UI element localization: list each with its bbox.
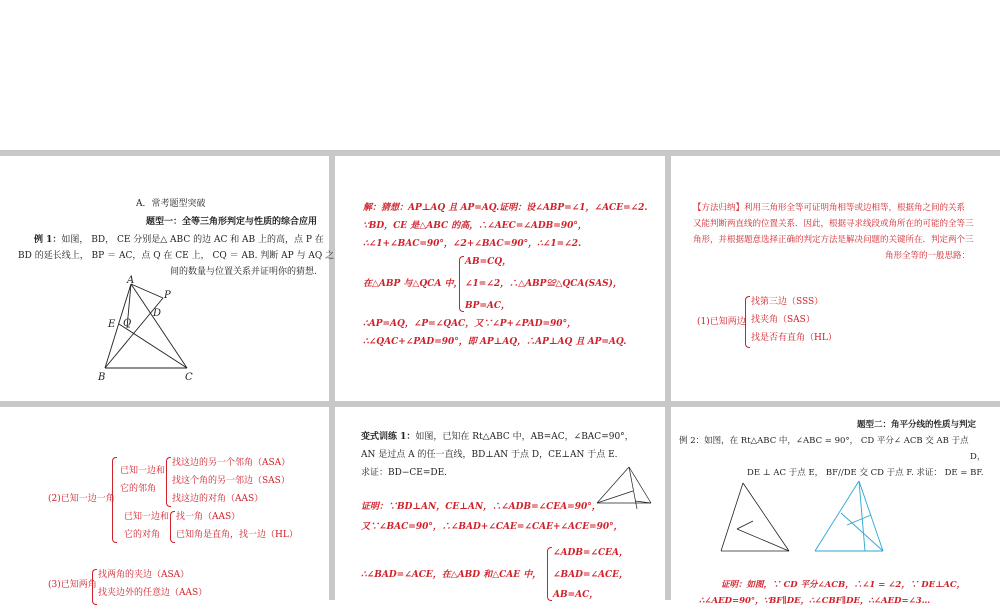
solution-line-4d: BP=AC， [465, 301, 511, 311]
geometry-figure-1 [95, 276, 205, 386]
method-line-1: 【方法归纳】利用三角形全等可证明角相等或边相等，根据角之间的关系 [693, 203, 966, 213]
solution-line-4c: ∠1=∠2，∴△ABP≌△QCA(SAS)， [465, 279, 622, 289]
section-title: A．常考题型突破 [136, 199, 206, 209]
proof-cond-1: ∠ADB=∠CEA， [553, 548, 629, 558]
geometry-figure-2 [593, 463, 657, 513]
slide-grid [0, 150, 1000, 606]
slide-thumbnail-2[interactable] [335, 156, 665, 401]
brace [166, 457, 171, 507]
rule-aas-3: 找夹边外的任意边（AAS） [98, 588, 208, 598]
group-adjacent-1: 已知一边和 [120, 466, 166, 476]
point-label-e: E [108, 319, 116, 330]
slide-thumbnail-3[interactable] [671, 156, 1000, 401]
example-text-2: BD 的延长线上， BP ＝ AC，点 Q 在 CE 上， CQ ＝ AB. 判断 AP 与 AQ 之 [18, 251, 335, 261]
case-two-sides: (1)已知两边 [697, 317, 746, 327]
solution-line-3: ∴∠1+∠BAC=90°，∠2+∠BAC=90°，∴∠1=∠2. [363, 239, 582, 249]
variant-text-3: 求证：BD−CE=DE. [361, 468, 448, 478]
rule-hl: 找是否有直角（HL） [751, 333, 837, 343]
example-text-1: 例 1：如图， BD， CE 分别是△ ABC 的边 AC 和 AB 上的高，点 P 在 [34, 235, 324, 245]
method-line-3: 角形，并根据题意选择正确的判定方法是解决问题的关键所在．判定两个三 [693, 235, 974, 245]
proof-line-2: 又∵∠BAC=90°，∴∠BAD+∠CAE=∠CAE+∠ACE=90°， [361, 522, 623, 532]
method-line-4: 角形全等的一般思路： [885, 251, 971, 261]
solution-line-2: ∵BD，CE 是△ABC 的高，∴∠AEC=∠ADB=90°， [363, 221, 587, 231]
point-label-q: Q [123, 318, 132, 329]
rule-sas: 找夹角（SAS） [751, 315, 815, 325]
brace [745, 296, 750, 348]
variant-text-2: AN 是过点 A 的任一直线，BD⊥AN 于点 D，CE⊥AN 于点 E. [361, 450, 618, 460]
rule-aas: 找这边的对角（AAS） [172, 494, 264, 504]
point-label-d: D [153, 308, 162, 319]
solution-line-4a: AB=CQ， [465, 257, 512, 267]
slide-thumbnail-5[interactable] [335, 407, 665, 600]
type-heading: 题型一：全等三角形判定与性质的综合应用 [146, 217, 318, 227]
geometry-figure-4 [811, 475, 891, 559]
slide-thumbnail-6[interactable] [671, 407, 1000, 606]
proof-2-line-1: 证明：如图，∵ CD 平分∠ACB，∴∠1 = ∠2，∵ DE⊥AC， [721, 580, 966, 590]
brace [547, 547, 552, 601]
group-adjacent-2: 它的邻角 [120, 484, 157, 494]
rule-sss: 找第三边（SSS） [751, 297, 824, 307]
point-label-a: A [127, 275, 135, 286]
variant-text-1: 变式训练 1：如图，已知在 Rt△ABC 中，AB=AC，∠BAC=90°， [361, 432, 634, 442]
point-label-b: B [98, 372, 106, 383]
case-two-angles: (3)已知两角 [48, 580, 97, 590]
blank-top-area [0, 0, 1000, 150]
rule-aas-2: 找一角（AAS） [176, 512, 241, 522]
brace [170, 511, 175, 543]
brace [112, 457, 117, 543]
group-opposite-1: 已知一边和 [124, 512, 170, 522]
solution-line-1: 解：猜想：AP⊥AQ 且 AP=AQ.证明：设∠ABP=∠1，∠ACE=∠2. [363, 203, 648, 213]
brace [92, 569, 97, 605]
example-2-line-1: 例 2：如图，在 Rt△ABC 中，∠ABC = 90°， CD 平分∠ ACB 交 AB 于点 [679, 436, 969, 446]
slide-thumbnail-4[interactable] [0, 407, 329, 600]
type-heading-2: 题型二：角平分线的性质与判定 [857, 420, 977, 430]
proof-line-3: ∴∠BAD=∠ACE，在△ABD 和△CAE 中， [361, 570, 542, 580]
rule-asa: 找这边的另一个邻角（ASA） [172, 458, 291, 468]
method-line-2: 又能判断两直线的位置关系．因此，根据寻求线段或角所在的可能的全等三 [693, 219, 974, 229]
example-2-line-2: D， [970, 452, 986, 462]
solution-line-5: ∴AP=AQ，∠P=∠QAC，又∵∠P+∠PAD=90°， [363, 319, 577, 329]
point-label-c: C [185, 372, 193, 383]
point-label-p: P [164, 290, 171, 301]
rule-asa-2: 找两角的夹边（ASA） [98, 570, 190, 580]
solution-line-6: ∴∠QAC+∠PAD=90°，即 AP⊥AQ，∴AP⊥AQ 且 AP=AQ. [363, 337, 627, 347]
proof-cond-2: ∠BAD=∠ACE， [553, 570, 629, 580]
rule-sas-2: 找这个角的另一邻边（SAS） [172, 476, 290, 486]
rule-hl-2: 已知角是直角，找一边（HL） [176, 530, 298, 540]
case-side-angle: (2)已知一边一角 [48, 494, 115, 504]
proof-2-line-2: ∴∠AED=90°，∵BF∥DE，∴∠CBF∥DE，∴∠AED=∠3… [699, 596, 931, 606]
proof-cond-3: AB=AC， [553, 590, 599, 600]
group-opposite-2: 它的对角 [124, 530, 161, 540]
example-text-3: 间的数量与位置关系并证明你的猜想. [170, 267, 317, 277]
example-2-line-3: DE ⊥ AC 于点 E， BF//DE 交 CD 于点 F. 求证： DE = BF. [747, 468, 984, 478]
geometry-figure-3 [715, 477, 795, 559]
proof-line-1: 证明：∵BD⊥AN，CE⊥AN，∴∠ADB=∠CEA=90°， [361, 502, 601, 512]
slide-thumbnail-1[interactable] [0, 156, 335, 401]
solution-line-4b: 在△ABP 与△QCA 中， [363, 279, 463, 289]
